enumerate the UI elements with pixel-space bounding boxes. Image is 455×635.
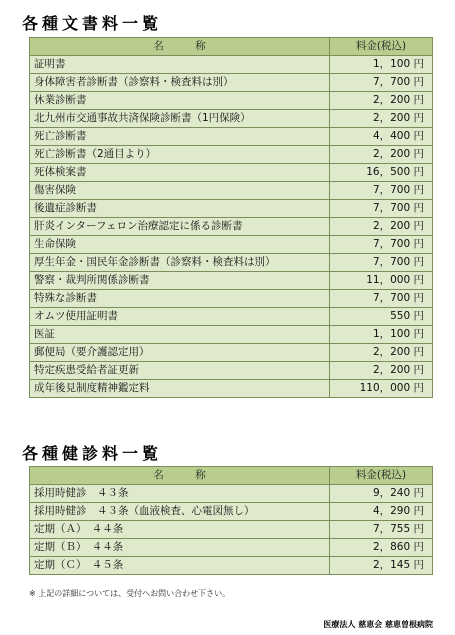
document-fees-body [30, 56, 433, 398]
table-row [30, 485, 433, 503]
fee-item-price: 2，200 円 [330, 92, 433, 110]
fee-item-price: 2，145 円 [330, 557, 433, 575]
table-row [30, 128, 433, 146]
table-row [30, 557, 433, 575]
fee-item-price: 2，200 円 [330, 146, 433, 164]
fee-item-name: 後遺症診断書 [30, 200, 330, 218]
fee-item-name: 身体障害者診断書（診察料・検査料は別） [30, 74, 330, 92]
column-header-price: 料金(税込) [330, 467, 433, 485]
fee-item-name: 生命保険 [30, 236, 330, 254]
fee-item-name: 特定疾患受給者証更新 [30, 362, 330, 380]
fee-item-name: オムツ使用証明書 [30, 308, 330, 326]
table-row [30, 236, 433, 254]
table-row [30, 380, 433, 398]
table-row [30, 74, 433, 92]
fee-item-name: 定期（Ｃ） ４５条 [30, 557, 330, 575]
table-row [30, 56, 433, 74]
fee-item-price: 7，700 円 [330, 200, 433, 218]
footnote: ※ 上記の詳細については、受付へお問い合わせ下さい。 [29, 589, 231, 598]
fee-item-name: 成年後見制度精神鑑定料 [30, 380, 330, 398]
checkup-fees-title: 各種健診料一覧 [22, 444, 163, 463]
fee-item-name: 死亡診断書 [30, 128, 330, 146]
checkup-fees-table [29, 466, 433, 575]
fee-item-name: 郵便局（要介護認定用） [30, 344, 330, 362]
fee-item-name: 厚生年金・国民年金診断書（診察料・検査料は別） [30, 254, 330, 272]
document-fees-title: 各種文書料一覧 [22, 14, 163, 33]
fee-item-price: 2，860 円 [330, 539, 433, 557]
fee-item-price: 550 円 [330, 308, 433, 326]
table-row [30, 362, 433, 380]
fee-item-name: 証明書 [30, 56, 330, 74]
document-fees-table [29, 37, 433, 398]
column-header-name: 名 称 [30, 38, 330, 56]
fee-item-name: 採用時健診 ４３条（血液検査、心電図無し） [30, 503, 330, 521]
column-header-name: 名 称 [30, 467, 330, 485]
fee-item-name: 肝炎インターフェロン治療認定に係る診断書 [30, 218, 330, 236]
table-row [30, 164, 433, 182]
table-row [30, 503, 433, 521]
table-row [30, 254, 433, 272]
fee-item-price: 7，700 円 [330, 290, 433, 308]
fee-item-price: 11，000 円 [330, 272, 433, 290]
fee-item-price: 1，100 円 [330, 56, 433, 74]
fee-item-name: 死亡診断書（2通目より） [30, 146, 330, 164]
table-row [30, 326, 433, 344]
fee-item-name: 休業診断書 [30, 92, 330, 110]
table-row [30, 92, 433, 110]
table-row [30, 539, 433, 557]
fee-item-name: 医証 [30, 326, 330, 344]
fee-item-price: 4，290 円 [330, 503, 433, 521]
fee-item-price: 7，700 円 [330, 74, 433, 92]
fee-item-name: 北九州市交通事故共済保険診断書（1円保険） [30, 110, 330, 128]
fee-item-price: 2，200 円 [330, 110, 433, 128]
fee-item-price: 2，200 円 [330, 218, 433, 236]
table-row [30, 272, 433, 290]
table-row [30, 110, 433, 128]
fee-item-name: 死体検案書 [30, 164, 330, 182]
column-header-price: 料金(税込) [330, 38, 433, 56]
table-header-row [30, 38, 433, 56]
fee-item-name: 傷害保険 [30, 182, 330, 200]
table-row [30, 200, 433, 218]
table-row [30, 308, 433, 326]
checkup-fees-body [30, 485, 433, 575]
fee-item-price: 1，100 円 [330, 326, 433, 344]
fee-item-price: 2，200 円 [330, 362, 433, 380]
fee-item-name: 定期（Ｂ） ４４条 [30, 539, 330, 557]
hospital-name: 医療法人 慈恵会 慈恵曽根病院 [323, 620, 433, 629]
table-header-row [30, 467, 433, 485]
table-row [30, 521, 433, 539]
fee-item-price: 110，000 円 [330, 380, 433, 398]
fee-item-price: 2，200 円 [330, 344, 433, 362]
table-row [30, 218, 433, 236]
fee-item-name: 警察・裁判所関係診断書 [30, 272, 330, 290]
fee-item-price: 7，700 円 [330, 254, 433, 272]
fee-item-price: 7，700 円 [330, 182, 433, 200]
table-row [30, 290, 433, 308]
table-row [30, 182, 433, 200]
table-row [30, 146, 433, 164]
fee-item-name: 特殊な診断書 [30, 290, 330, 308]
fee-item-price: 7，755 円 [330, 521, 433, 539]
fee-item-name: 採用時健診 ４３条 [30, 485, 330, 503]
fee-item-price: 7，700 円 [330, 236, 433, 254]
fee-item-price: 4，400 円 [330, 128, 433, 146]
fee-item-price: 9，240 円 [330, 485, 433, 503]
table-row [30, 344, 433, 362]
fee-item-name: 定期（Ａ） ４４条 [30, 521, 330, 539]
fee-item-price: 16，500 円 [330, 164, 433, 182]
